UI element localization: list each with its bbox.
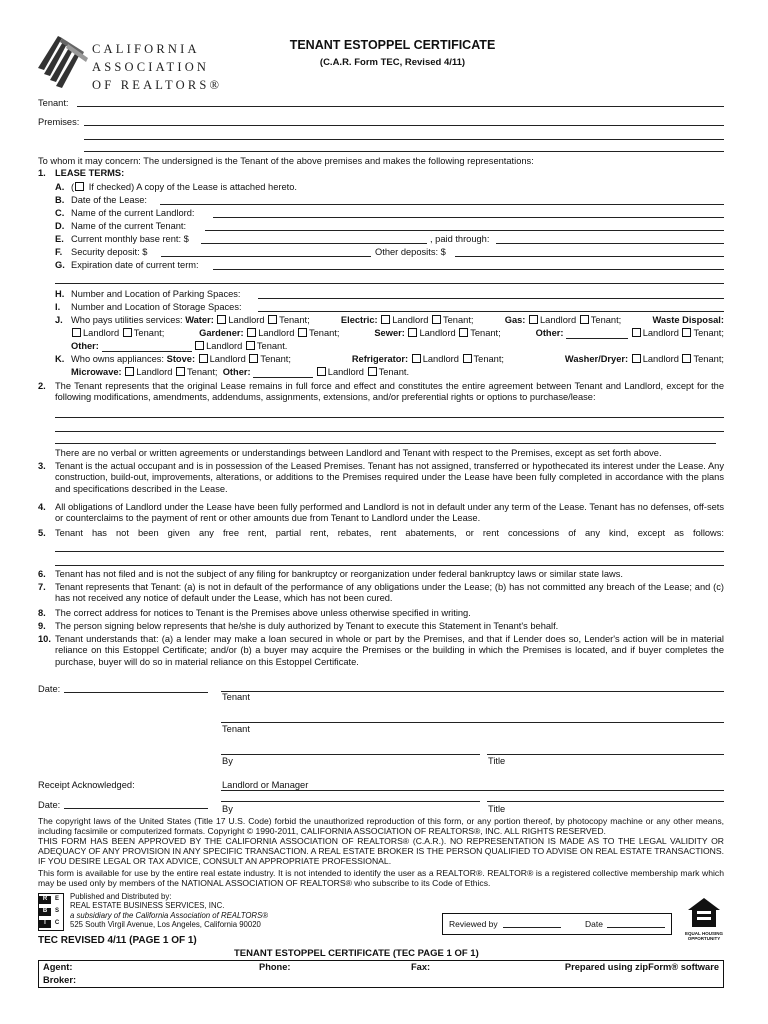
fax-label: Fax: [411, 962, 431, 972]
sewer-tenant-checkbox[interactable] [459, 328, 468, 337]
other-appliance-landlord-checkbox[interactable] [317, 367, 326, 376]
gardener-tenant-checkbox[interactable] [298, 328, 307, 337]
section-8-text: The correct address for notices to Tenant is the Premises above unless otherwise specified in writing. [55, 608, 471, 618]
stove-label: Stove: [166, 354, 196, 364]
water-tenant-checkbox[interactable] [268, 315, 277, 324]
approval-notice: THIS FORM HAS BEEN APPROVED BY THE CALIFORNIA ASSOCIATION OF REALTORS® (C.A.R.). NO REPRESENTATION IS MADE AS TO THE LEGAL VALIDITY OR ADEQUACY OF ANY PROVISION IN ANY SPECIFIC TRANSACTION. A REAL ESTATE BROKER IS THE PERSON QUALIFIED TO ADVISE ON REAL ESTATE TRANSACTIONS. IF YOU DESIRE LEGAL OR TAX ADVICE, CONSULT AN APPROPRIATE PROFESSIONAL. [38, 836, 724, 866]
utilities-line-2 [71, 328, 724, 339]
gas-label: Gas: [504, 315, 526, 325]
item-c-label: Name of the current Landlord: [71, 208, 195, 218]
item-g-label: Expiration date of current term: [71, 260, 199, 270]
gardener-landlord-label: Landlord [258, 328, 295, 338]
availability-notice: This form is available for use by the entire real estate industry. It is not intended to identify the user as a REALTOR®. REALTOR® is a registered collective membership mark which may be used only by members of the NATIONAL ASSOCIATION OF REALTORS® who subscribe to its Code of Ethics. [38, 868, 724, 888]
section-6-number: 6. [38, 569, 46, 579]
agent-box [38, 960, 724, 988]
expiration-date-field-2[interactable] [55, 283, 724, 284]
other-appliance-label: Other: [222, 367, 251, 377]
other-utility-landlord-checkbox[interactable] [632, 328, 641, 337]
landlord-name-field[interactable] [213, 217, 724, 218]
washer-landlord-label: Landlord [642, 354, 679, 364]
item-c-letter: C. [55, 208, 65, 218]
by-label-2: By [222, 804, 233, 814]
water-landlord-checkbox[interactable] [217, 315, 226, 324]
waste-landlord-checkbox[interactable] [72, 328, 81, 337]
section-5-text: Tenant has not been given any free rent, partial rent, rebates, rent abatements, or rent concessions of any kind, except as follows: [55, 528, 724, 538]
item-f-label-2: Other deposits: $ [375, 247, 446, 257]
landlord-signature-line[interactable] [221, 790, 724, 791]
broker-label: Broker: [43, 975, 77, 985]
item-g-letter: G. [55, 260, 65, 270]
gas-landlord-checkbox[interactable] [529, 315, 538, 324]
date-label-1: Date: [38, 684, 61, 694]
by-label-1: By [222, 756, 233, 766]
washer-label: Washer/Dryer: [564, 354, 629, 364]
equal-housing-text: EQUAL HOUSING OPPORTUNITY [685, 931, 723, 942]
tenant-label: Tenant: [38, 98, 69, 108]
modifications-field-3[interactable] [55, 443, 716, 444]
waste-landlord-label: Landlord [83, 328, 120, 338]
phone-label: Phone: [259, 962, 291, 972]
item-b-label: Date of the Lease: [71, 195, 147, 205]
item-b-letter: B. [55, 195, 65, 205]
section-1-number: 1. [38, 168, 46, 178]
title-label-2: Title [488, 804, 506, 814]
item-a-text: If checked) A copy of the Lease is attached hereto. [86, 182, 297, 192]
item-e-label-2: , paid through: [430, 234, 490, 244]
premises-label: Premises: [38, 117, 80, 127]
item-h-label: Number and Location of Parking Spaces: [71, 289, 241, 299]
item-d-label: Name of the current Tenant: [71, 221, 187, 231]
premises-field-2[interactable] [84, 139, 724, 140]
other-utility-field[interactable] [566, 330, 628, 339]
water-tenant-label: Tenant; [279, 315, 310, 325]
sewer-tenant-label: Tenant; [470, 328, 501, 338]
section-3-text: Tenant is the actual occupant and is in possession of the Leased Premises. Tenant has not assigned, transferred or hypothecated its interest under the Lease. Any construction, build-out, improvements, alterations, or additions to the Premises required under the Lease have been fully completed in accordance with the plans and specifications described in the Lease. [55, 461, 724, 494]
utilities-intro: Who pays utilities services: [71, 315, 183, 325]
rebs-logo [38, 893, 64, 931]
expiration-date-field[interactable] [213, 269, 724, 270]
review-box [442, 913, 672, 935]
item-a-letter: A. [55, 182, 65, 192]
appliances-line-2 [71, 367, 409, 378]
gas-landlord-label: Landlord [539, 315, 577, 325]
publisher-name: REAL ESTATE BUSINESS SERVICES, INC. [70, 901, 225, 911]
item-j-letter: J. [55, 315, 63, 325]
review-date-field[interactable] [607, 919, 665, 928]
washer-tenant-label: Tenant; [693, 354, 724, 364]
section-2-after: There are no verbal or written agreements or understandings between Landlord and Tenant with respect to the Premises, except as set forth above. [55, 448, 662, 458]
car-logo-mark-icon [36, 30, 90, 90]
section-7-text: Tenant represents that Tenant: (a) is not in default of the performance of any obligations under the Lease; (b) has not committed any breach of the Lease; and (c) has not received any notice of default under the Lease, which has not been cured. [55, 582, 724, 604]
microwave-landlord-label: Landlord [136, 367, 173, 377]
other-appliance-tenant-label: Tenant. [378, 367, 410, 377]
rebs-letter-1: R [39, 896, 51, 903]
title-line-2[interactable] [487, 801, 724, 802]
other-appliance-landlord-label: Landlord [327, 367, 364, 377]
refrigerator-label: Refrigerator: [351, 354, 409, 364]
security-deposit-field[interactable] [161, 256, 371, 257]
sewer-landlord-checkbox[interactable] [408, 328, 417, 337]
section-6-text: Tenant has not filed and is not the subject of any filing for bankruptcy or reorganization under federal bankruptcy laws or similar state laws. [55, 569, 623, 579]
lease-date-field[interactable] [160, 204, 724, 205]
microwave-tenant-checkbox[interactable] [176, 367, 185, 376]
section-9-number: 9. [38, 621, 46, 631]
item-f-letter: F. [55, 247, 63, 257]
waste-tenant-label: Tenant; [133, 328, 165, 338]
waste-tenant-checkbox[interactable] [123, 328, 132, 337]
landlord-manager-label: Landlord or Manager [222, 780, 309, 790]
section-3-number: 3. [38, 461, 46, 471]
appliances-line-1 [71, 354, 724, 365]
tenant-field[interactable] [77, 106, 724, 107]
sewer-landlord-label: Landlord [419, 328, 456, 338]
tenant-name-field[interactable] [205, 230, 724, 231]
car-logo [36, 30, 90, 90]
rebs-letter-6: C [54, 920, 60, 927]
other-utility-2-tenant-label: Tenant. [256, 341, 288, 351]
gas-tenant-checkbox[interactable] [580, 315, 589, 324]
stove-tenant-checkbox[interactable] [249, 354, 258, 363]
zipform-label: Prepared using zipForm® software [564, 962, 719, 972]
utilities-line-3 [71, 341, 287, 352]
electric-tenant-checkbox[interactable] [432, 315, 441, 324]
section-2-text: The Tenant represents that the original Lease remains in full force and effect and constitutes the entire agreement between Tenant and Landlord, except for the following modifications, amendments, addendums, assignments, extensions, and/or preferential rights or options to purchase/lease: [55, 381, 724, 403]
footer-title: TENANT ESTOPPEL CERTIFICATE (TEC PAGE 1 OF 1) [234, 948, 479, 959]
stove-landlord-checkbox[interactable] [199, 354, 208, 363]
title-label-1: Title [488, 756, 506, 766]
electric-label: Electric: [340, 315, 378, 325]
rebs-letter-2: E [54, 896, 59, 903]
publisher-info [70, 892, 268, 929]
section-7-number: 7. [38, 582, 46, 592]
modifications-field-1[interactable] [55, 417, 724, 418]
section-9-text: The person signing below represents that he/she is duly authorized by Tenant to execute this Statement in Tenant's behalf. [55, 621, 559, 631]
logo-line-3: OF REALTORS® [92, 77, 223, 92]
other-utility-2-landlord-label: Landlord [206, 341, 243, 351]
by-line-2[interactable] [221, 801, 480, 802]
item-a [71, 182, 297, 193]
section-10-number: 10. [38, 634, 51, 644]
date-field-2[interactable] [64, 808, 208, 809]
publisher-address: 525 South Virgil Avenue, Los Angeles, California 90020 [70, 920, 261, 930]
concessions-field-1[interactable] [55, 551, 724, 552]
tenant-label-2: Tenant [222, 724, 250, 734]
premises-field-3[interactable] [84, 151, 724, 152]
gardener-tenant-label: Tenant; [308, 328, 340, 338]
other-utility-2-tenant-checkbox[interactable] [246, 341, 255, 350]
refrigerator-tenant-label: Tenant; [473, 354, 504, 364]
equal-housing-logo [684, 897, 724, 942]
item-i-label: Number and Location of Storage Spaces: [71, 302, 242, 312]
electric-landlord-checkbox[interactable] [381, 315, 390, 324]
tenant-signature-line-2[interactable] [221, 722, 724, 723]
published-by: Published and Distributed by: [70, 892, 172, 901]
rebs-letter-4: S [54, 908, 59, 915]
reviewed-by-label: Reviewed by [449, 919, 498, 929]
agent-label: Agent: [43, 962, 73, 972]
section-2-number: 2. [38, 381, 46, 391]
item-k-letter: K. [55, 354, 65, 364]
section-5-number: 5. [38, 528, 46, 538]
title-line-1[interactable] [487, 754, 724, 755]
premises-field[interactable] [84, 125, 724, 126]
modifications-field-2[interactable] [55, 431, 724, 432]
intro-text: To whom it may concern: The undersigned is the Tenant of the above premises and makes the following representations: [38, 156, 534, 166]
electric-landlord-label: Landlord [392, 315, 429, 325]
microwave-landlord-checkbox[interactable] [125, 367, 134, 376]
stove-tenant-label: Tenant; [260, 354, 291, 364]
gardener-label: Gardener: [199, 328, 244, 338]
refrigerator-landlord-label: Landlord [422, 354, 459, 364]
other-utility-2-field[interactable] [102, 343, 192, 352]
washer-tenant-checkbox[interactable] [682, 354, 691, 363]
equal-housing-icon [687, 897, 721, 929]
tenant-label-1: Tenant [222, 692, 250, 702]
sewer-label: Sewer: [374, 328, 405, 338]
copyright-notice: The copyright laws of the United States (Title 17 U.S. Code) forbid the unauthorized reproduction of this form, or any portion thereof, by photocopy machine or any other means, including facsimile or computerized formats. Copyright © 1990-2011, CALIFORNIA ASSOCIATION OF REALTORS®, INC. ALL RIGHTS RESERVED. [38, 816, 724, 836]
microwave-tenant-label: Tenant; [187, 367, 218, 377]
page-title: TENANT ESTOPPEL CERTIFICATE [289, 38, 496, 52]
reviewed-by-field[interactable] [503, 919, 561, 928]
date-label-2: Date: [38, 800, 61, 810]
item-h-letter: H. [55, 289, 65, 299]
section-8-number: 8. [38, 608, 46, 618]
other-utility-tenant-checkbox[interactable] [682, 328, 691, 337]
section-4-text: All obligations of Landlord under the Lease have been fully performed and Landlord is not in default under any term of the Lease. Tenant has no defenses, off-sets or counterclaims to the payment of rent or other amounts due from Tenant to Landlord under the Lease. [55, 502, 724, 524]
gas-tenant-label: Tenant; [590, 315, 622, 325]
section-1-title: LEASE TERMS: [55, 168, 125, 178]
gardener-landlord-checkbox[interactable] [247, 328, 256, 337]
other-utility-landlord-label: Landlord [642, 328, 679, 338]
item-d-letter: D. [55, 221, 65, 231]
receipt-acknowledged-label: Receipt Acknowledged: [38, 780, 135, 790]
electric-tenant-label: Tenant; [442, 315, 474, 325]
refrigerator-tenant-checkbox[interactable] [463, 354, 472, 363]
by-line-1[interactable] [221, 754, 480, 755]
other-utility-2-landlord-checkbox[interactable] [195, 341, 204, 350]
section-10-text: Tenant understands that: (a) a lender may make a loan secured in whole or part by the Premises, and that if Lender does so, Lender's action will be in material reliance on this Estoppel Certificate; and/or (b) a buyer may acquire the Premises or the building in which the Premises is located, and if buyer completes the purchase, buyer will do so in material reliance on this Estoppel Certificate. [55, 634, 724, 667]
revised-label: TEC REVISED 4/11 (PAGE 1 OF 1) [38, 935, 197, 946]
concessions-field-2[interactable] [55, 565, 724, 566]
waste-label: Waste Disposal: [652, 315, 724, 325]
item-f-label: Security deposit: $ [71, 247, 148, 257]
water-label: Water: [185, 315, 214, 325]
other-appliance-tenant-checkbox[interactable] [368, 367, 377, 376]
other-utility-tenant-label: Tenant; [693, 328, 724, 338]
stove-landlord-label: Landlord [209, 354, 246, 364]
other-utility-label: Other: [535, 328, 564, 338]
tenant-signature-line-1[interactable] [221, 691, 724, 692]
appliances-intro: Who owns appliances: [71, 354, 165, 364]
item-a-paren: ( [71, 182, 75, 192]
publisher-subsidiary: a subsidiary of the California Association of REALTORS® [70, 910, 269, 920]
logo-line-1: CALIFORNIA [92, 42, 200, 56]
rebs-letter-5: I [39, 920, 51, 927]
lease-attached-checkbox[interactable] [75, 182, 84, 191]
other-appliance-field[interactable] [253, 369, 313, 378]
base-rent-field[interactable] [201, 243, 427, 244]
section-4-number: 4. [38, 502, 46, 512]
item-i-letter: I. [55, 302, 61, 312]
parking-spaces-field[interactable] [258, 298, 724, 299]
other-deposits-field[interactable] [455, 256, 724, 257]
item-e-label: Current monthly base rent: $ [71, 234, 189, 244]
washer-landlord-checkbox[interactable] [632, 354, 641, 363]
other-utility-2-label: Other: [71, 341, 99, 351]
review-date-label: Date [585, 919, 603, 929]
water-landlord-label: Landlord [228, 315, 265, 325]
refrigerator-landlord-checkbox[interactable] [412, 354, 421, 363]
storage-spaces-field[interactable] [258, 311, 724, 312]
paid-through-field[interactable] [496, 243, 724, 244]
utilities-line-1 [71, 315, 724, 326]
rebs-letter-3: B [39, 908, 51, 915]
microwave-label: Microwave: [71, 367, 122, 377]
logo-text [92, 41, 222, 94]
page-subtitle: (C.A.R. Form TEC, Revised 4/11) [319, 57, 466, 68]
date-field-1[interactable] [64, 692, 208, 693]
item-e-letter: E. [55, 234, 64, 244]
logo-line-2: ASSOCIATION [92, 59, 210, 74]
